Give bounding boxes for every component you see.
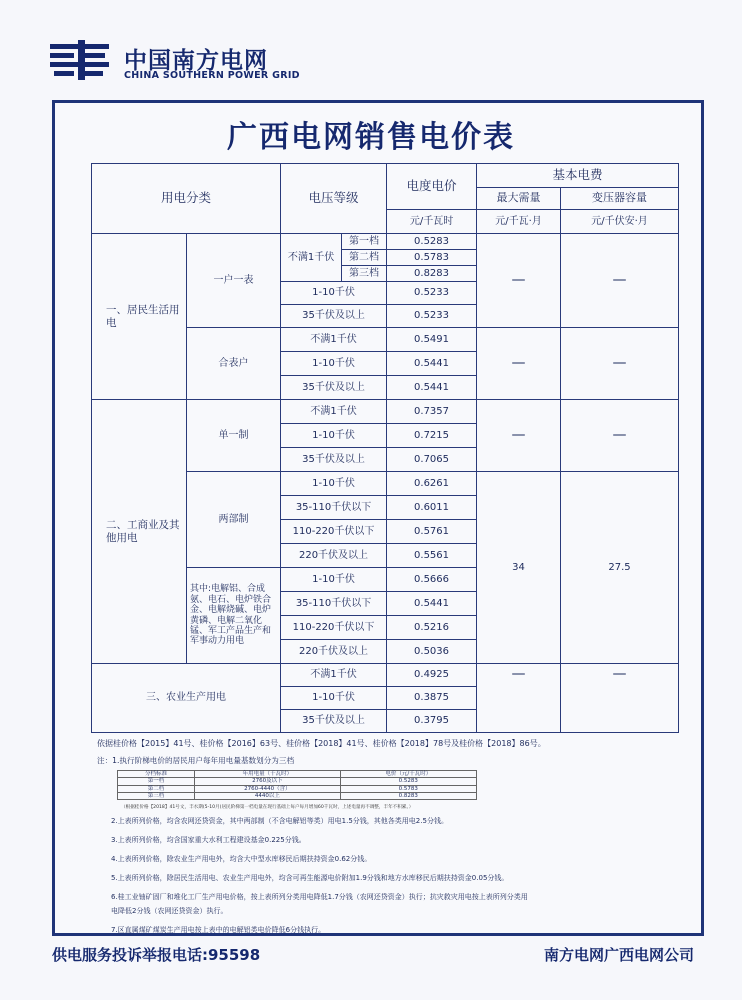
note-6: 6.桂工业铀矿固厂和堆化工厂生产用电价格，按上表所列分类用电降低1.7分钱（农网还贷资金）执行；抗灾救灾用电按上表所列分类用 (111, 893, 528, 902)
price-cell: 0.5441 (387, 592, 477, 616)
header-transformer-unit: 元/千伏安·月 (561, 210, 679, 234)
subcategory-shared-meter: 合表户 (187, 328, 281, 400)
voltage-cell: 35-110千伏以下 (281, 496, 387, 520)
voltage-cell: 1-10千伏 (281, 568, 387, 592)
price-cell: 0.5283 (387, 234, 477, 250)
tier-table-cell: 第三档 (118, 792, 195, 799)
tier-table-cell: 0.8283 (340, 792, 476, 799)
tier-table-header: 电价（元/千瓦时） (340, 771, 476, 778)
price-cell: 0.6261 (387, 472, 477, 496)
tier-table-cell: 0.5783 (340, 785, 476, 792)
price-cell: 0.5233 (387, 305, 477, 328)
company-logo (50, 38, 320, 90)
price-cell: 0.3795 (387, 710, 477, 733)
company-name: 南方电网广西电网公司 (543, 946, 694, 964)
category-agriculture: 三、农业生产用电 (92, 664, 281, 733)
note-3: 3.上表所列价格，均含国家重大水利工程建设基金0.225分钱。 (111, 836, 306, 845)
dash-cell: — (477, 234, 561, 328)
note-2: 2.上表所列价格，均含农网还贷资金，其中两部制（不含电解铝等类）用电1.5分钱，其他各类用电2.5分钱。 (111, 817, 448, 826)
price-cell: 0.5233 (387, 282, 477, 305)
dash-cell: — (561, 664, 679, 733)
voltage-cell: 1-10千伏 (281, 472, 387, 496)
voltage-cell: 不满1千伏 (281, 400, 387, 424)
header-max-demand: 最大需量 (477, 188, 561, 210)
voltage-cell: 35-110千伏以下 (281, 592, 387, 616)
header-voltage: 电压等级 (281, 164, 387, 234)
max-demand-fee: 34 (477, 472, 561, 664)
voltage-cell: 35千伏及以上 (281, 376, 387, 400)
price-cell: 0.5783 (387, 250, 477, 266)
dash-cell: — (477, 664, 561, 733)
price-cell: 0.5036 (387, 640, 477, 664)
header-max-demand-unit: 元/千瓦·月 (477, 210, 561, 234)
price-cell: 0.5561 (387, 544, 477, 568)
voltage-cell: 110-220千伏以下 (281, 616, 387, 640)
subcategory-two-part: 两部制 (187, 472, 281, 568)
voltage-cell: 35千伏及以上 (281, 448, 387, 472)
category-commercial: 二、工商业及其他用电 (92, 400, 187, 664)
tier-table-header: 分档标准 (118, 771, 195, 778)
voltage-cell: 不满1千伏 (281, 234, 342, 282)
category-residential: 一、居民生活用电 (92, 234, 187, 400)
tier-footnote: （根据桂价格【2018】41号文，丰水期(5-10月)居民阶梯第一档电量在现行基础上每户每月增加60千瓦时，上述电量再不调整，丰年不积累。） (121, 805, 414, 811)
tier-table (117, 770, 477, 800)
dash-cell: — (477, 328, 561, 400)
price-cell: 0.5441 (387, 352, 477, 376)
tier-table-cell: 第一档 (118, 778, 195, 785)
voltage-cell: 1-10千伏 (281, 424, 387, 448)
transformer-fee: 27.5 (561, 472, 679, 664)
notes-section (97, 738, 687, 944)
tier-table-cell: 4440以上 (195, 792, 340, 799)
logo-chinese-name: 中国南方电网 (124, 48, 268, 74)
price-table (91, 163, 679, 733)
subcategory-single: 单一制 (187, 400, 281, 472)
note-4: 4.上表所列价格，除农业生产用电外，均含大中型水库移民后期扶持资金0.62分钱。 (111, 855, 372, 864)
power-grid-logo-icon (50, 38, 114, 84)
header-price: 电度电价 (387, 164, 477, 210)
voltage-cell: 220千伏及以上 (281, 640, 387, 664)
dash-cell: — (477, 400, 561, 472)
tier-label: 第二档 (342, 250, 387, 266)
tier-table-cell: 第二档 (118, 785, 195, 792)
header-transformer: 变压器容量 (561, 188, 679, 210)
dash-cell: — (561, 328, 679, 400)
voltage-cell: 1-10千伏 (281, 687, 387, 710)
tier-table-cell: 0.5283 (340, 778, 476, 785)
voltage-cell: 1-10千伏 (281, 352, 387, 376)
subcategory-energy-intensive: 其中:电解铝、合成氨、电石、电炉铁合金、电解烧碱、电炉黄磷、电解二氧化锰、军工产品生产和军事动力用电 (187, 568, 281, 664)
page-title: 广西电网销售电价表 (227, 120, 515, 155)
voltage-cell: 220千伏及以上 (281, 544, 387, 568)
price-cell: 0.4925 (387, 664, 477, 687)
note-6-continued: 电降低2分钱（农网还贷资金）执行。 (111, 907, 228, 916)
header-category: 用电分类 (92, 164, 281, 234)
logo-english-name: CHINA SOUTHERN POWER GRID (124, 70, 300, 81)
notes-basis: 依据桂价格【2015】41号、桂价格【2016】63号、桂价格【2018】41号、桂价格【2018】78号及桂价格【2018】86号。 (97, 739, 546, 748)
voltage-cell: 35千伏及以上 (281, 710, 387, 733)
header-price-unit: 元/千瓦时 (387, 210, 477, 234)
dash-cell: — (561, 234, 679, 328)
header-basic-fee: 基本电费 (477, 164, 679, 188)
voltage-cell: 110-220千伏以下 (281, 520, 387, 544)
tier-label: 第三档 (342, 266, 387, 282)
price-cell: 0.7065 (387, 448, 477, 472)
note-7: 7.区直属煤矿煤炭生产用电按上表中的电解铝类电价降低6分钱执行。 (111, 926, 326, 935)
voltage-cell: 35千伏及以上 (281, 305, 387, 328)
tier-table-cell: 2760-4440（含） (195, 785, 340, 792)
tier-table-cell: 2760及以下 (195, 778, 340, 785)
price-cell: 0.5216 (387, 616, 477, 640)
price-cell: 0.5441 (387, 376, 477, 400)
price-cell: 0.7357 (387, 400, 477, 424)
subcategory-one-meter: 一户一表 (187, 234, 281, 328)
price-cell: 0.8283 (387, 266, 477, 282)
price-cell: 0.5491 (387, 328, 477, 352)
tier-table-header: 年用电量（千瓦时） (195, 771, 340, 778)
price-cell: 0.3875 (387, 687, 477, 710)
tier-label: 第一档 (342, 234, 387, 250)
price-cell: 0.7215 (387, 424, 477, 448)
voltage-cell: 不满1千伏 (281, 664, 387, 687)
price-cell: 0.5761 (387, 520, 477, 544)
price-cell: 0.6011 (387, 496, 477, 520)
price-cell: 0.5666 (387, 568, 477, 592)
voltage-cell: 1-10千伏 (281, 282, 387, 305)
note-1: 注：1.执行阶梯电价的居民用户每年用电量基数划分为三档 (97, 756, 295, 765)
complaint-hotline: 供电服务投诉举报电话:95598 (52, 946, 261, 964)
note-5: 5.上表所列价格，除居民生活用电、农业生产用电外，均含可再生能源电价附加1.9分钱和地方水库移民后期扶持资金0.05分钱。 (111, 874, 509, 883)
dash-cell: — (561, 400, 679, 472)
voltage-cell: 不满1千伏 (281, 328, 387, 352)
